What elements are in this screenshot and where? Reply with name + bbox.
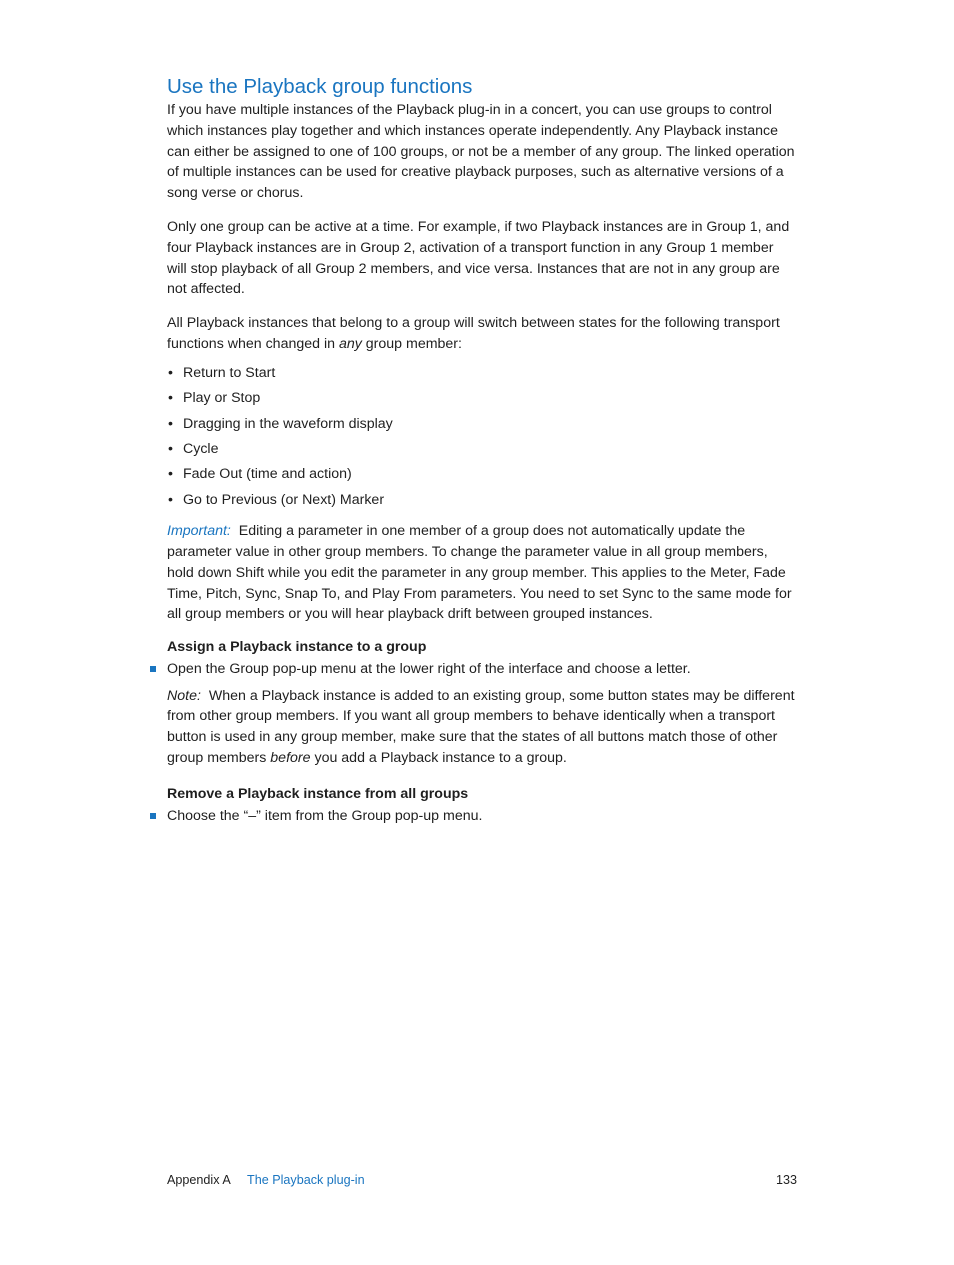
bullet-icon: • — [168, 440, 173, 457]
list-item — [167, 439, 797, 464]
list-item-text: Play or Stop — [183, 390, 261, 407]
task-step-assign — [167, 659, 797, 680]
step-square-icon — [150, 813, 156, 819]
page-number: 133 — [775, 1173, 797, 1187]
important-text: Editing a parameter in one member of a group does not automatically update the parameter value in other group members. To change the parameter value in all group members, hold down Shift while you edit the parameter in any group member. This applies to the Meter, Fade Time, Pitch, Sync, Snap To, and Play From parameters. You need to set Sync to the same mode for all group members or you will hear playback drift between grouped instances. — [167, 523, 792, 623]
note-text: When a Playback instance is added to an existing group, some button states may be different from other group members. If you want all group members to behave identically when a transport button is used in any group member, make sure that the states of all buttons match those of other group members — [167, 687, 795, 767]
list-item — [167, 414, 797, 439]
list-item-text: Fade Out (time and action) — [183, 466, 352, 483]
bullet-icon: • — [168, 364, 173, 381]
paragraph-text: All Playback instances that belong to a group will switch between states for the following transport functions when changed in — [167, 315, 780, 352]
paragraph-text: group member: — [361, 335, 462, 352]
list-item — [167, 363, 797, 388]
list-item-text: Return to Start — [183, 364, 276, 381]
transport-functions-paragraph — [167, 313, 797, 355]
bullet-icon: • — [168, 491, 173, 508]
intro-paragraph: If you have multiple instances of the Playback plug-in in a concert, you can use groups to control which instances play together and which instances operate independently. Any Playback instance can either be assigned to one of 100 groups, or not be a member of any group. The linked operation of multiple instances can be used for creative playback purposes, such as alternative versions of a song verse or chorus. — [167, 102, 795, 202]
important-callout — [167, 521, 797, 625]
section-title: Use the Playback group functions — [167, 75, 473, 98]
list-item-text: Go to Previous (or Next) Marker — [183, 491, 385, 508]
list-item-text: Dragging in the waveform display — [183, 415, 393, 432]
list-item — [167, 464, 797, 489]
transport-functions-list — [167, 363, 797, 515]
list-item — [167, 490, 797, 515]
task-step-remove — [167, 806, 797, 827]
step-text: Choose the “–” item from the Group pop-up menu. — [167, 807, 483, 824]
list-item-text: Cycle — [183, 440, 219, 457]
step-text: Open the Group pop-up menu at the lower right of the interface and choose a letter. — [167, 660, 691, 677]
task-heading-remove: Remove a Playback instance from all groups — [167, 785, 469, 802]
footer-chapter-link[interactable]: The Playback plug-in — [247, 1173, 365, 1187]
bullet-icon: • — [168, 390, 173, 407]
emphasis-before: before — [270, 750, 311, 767]
note-callout — [167, 686, 797, 769]
page-content — [167, 74, 797, 826]
page-footer — [167, 1173, 797, 1191]
bullet-icon: • — [168, 466, 173, 483]
footer-appendix-label: Appendix A — [167, 1173, 231, 1187]
list-item — [167, 388, 797, 413]
task-heading-assign: Assign a Playback instance to a group — [167, 639, 427, 656]
group-active-paragraph: Only one group can be active at a time. For example, if two Playback instances are in Group 1, and four Playback instances are in Group 2, activation of a transport function in any Group 1 member will stop playback of all Group 2 members, and vice versa. Instances that are not in any group are not affected. — [167, 218, 790, 298]
step-square-icon — [150, 666, 156, 672]
important-label: Important: — [167, 523, 231, 540]
note-text: you add a Playback instance to a group. — [310, 750, 567, 767]
bullet-icon: • — [168, 415, 173, 432]
emphasis-any: any — [338, 335, 362, 352]
note-label: Note: — [167, 687, 201, 704]
